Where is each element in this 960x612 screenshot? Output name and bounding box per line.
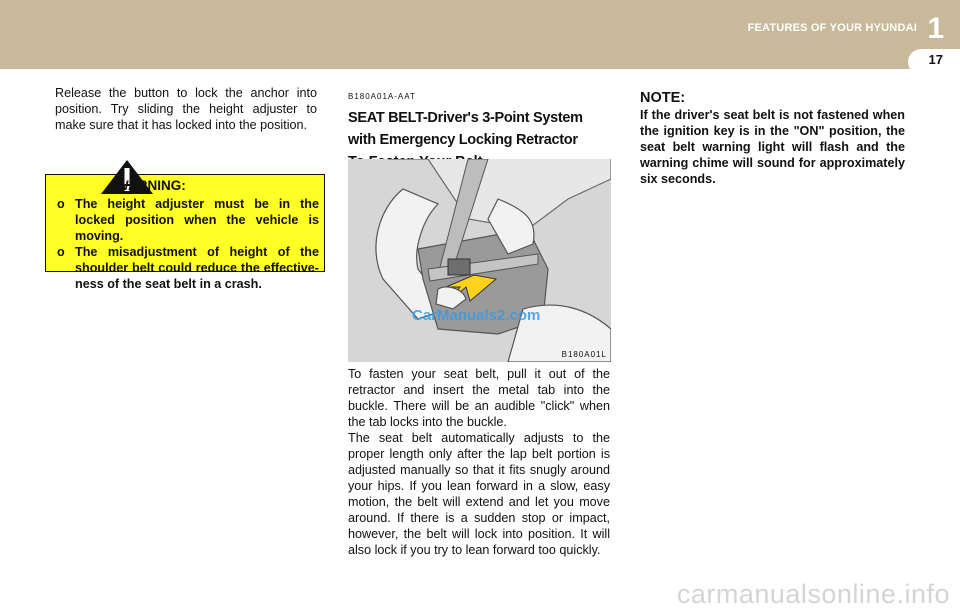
warning-item-text: The misadjustment of height of the shoulder belt could reduce the effective-ness of the seat belt in a crash. <box>75 245 319 291</box>
left-column <box>55 85 317 133</box>
warning-title: WARNING: <box>116 178 186 193</box>
note-title: NOTE: <box>640 90 686 106</box>
warning-bullet: o <box>57 197 65 211</box>
section-code: B180A01A-AAT <box>348 92 416 101</box>
figure-watermark: CarManuals2.com <box>412 307 541 324</box>
header-title: FEATURES OF YOUR HYUNDAI <box>747 22 917 34</box>
footer-watermark: carmanualsonline.info <box>676 579 950 609</box>
anchor-lock-paragraph: Release the button to lock the anchor into position. Try sliding the height adjuster to make sure that it has locked into the position. <box>55 86 317 132</box>
middle-column-body <box>348 366 610 558</box>
warning-item-text: The height adjuster must be in the locked position when the vehicle is moving. <box>75 197 319 243</box>
warning-item <box>57 244 319 292</box>
warning-bullet: o <box>57 245 65 259</box>
adjust-paragraph: The seat belt automatically adjusts to the proper length only after the lap belt portion is adjusted manually so that it fits snugly around your hips. If you lean forward in a slow, easy motion, the belt will extend and let you move around. If there is a sudden stop or impact, however, the belt will lock into position. It will also lock if you try to lean forward too quickly. <box>348 431 610 557</box>
fasten-paragraph: To fasten your seat belt, pull it out of the retractor and insert the metal tab into the buckle. There will be an audible "click" when the tab locks into the buckle. <box>348 367 610 429</box>
figure-code: B180A01L <box>561 350 607 359</box>
warning-box <box>45 174 325 291</box>
page-header <box>0 0 960 69</box>
note-body: If the driver's seat belt is not fastened when the ignition key is in the "ON" position, the seat belt warning light will flash and the warning chime will sound for approximately six seconds. <box>640 108 905 186</box>
seat-belt-drawing <box>348 159 611 362</box>
seat-belt-illustration <box>348 159 611 362</box>
right-column <box>640 89 905 187</box>
page-number: 17 <box>928 52 943 67</box>
warning-list <box>57 196 319 292</box>
chapter-number: 1 <box>927 12 944 45</box>
section-title: SEAT BELT-Driver's 3-Point System with Emergency Locking Retractor <box>348 110 583 148</box>
warning-item <box>57 196 319 244</box>
